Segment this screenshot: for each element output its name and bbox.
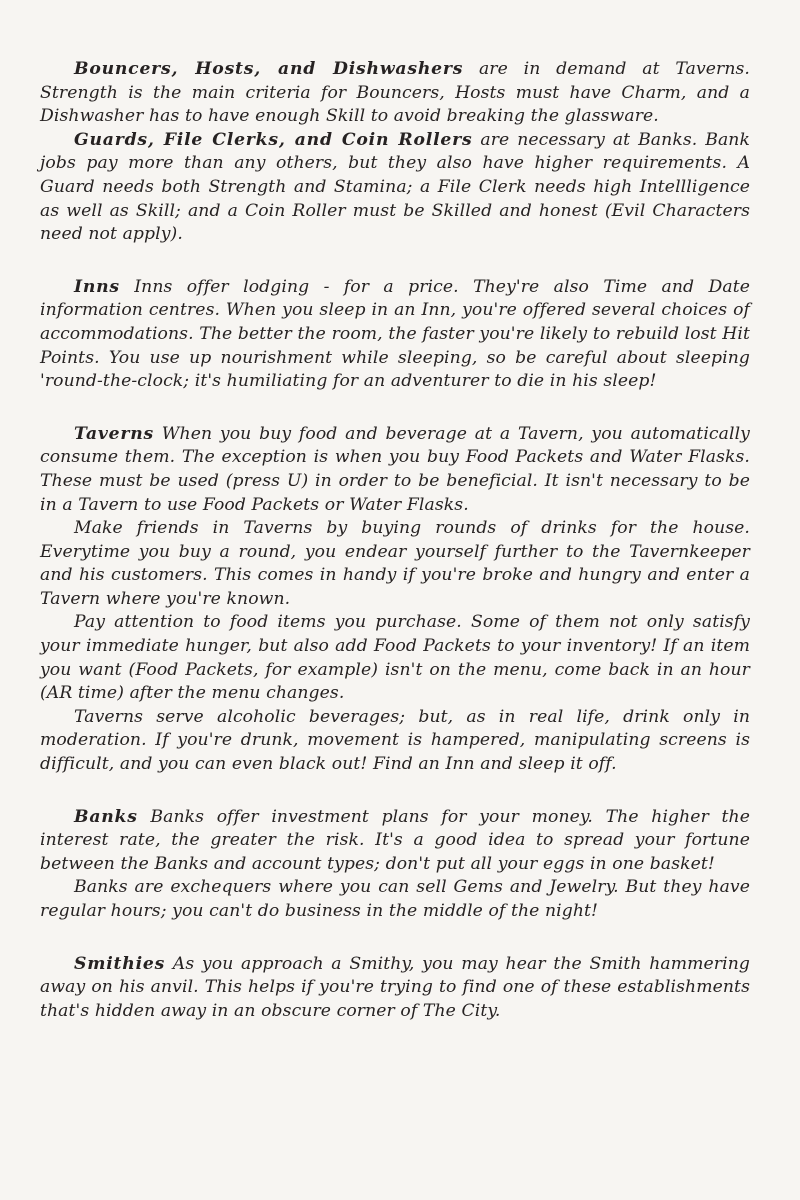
banks-section <box>40 806 750 924</box>
inns-heading: Inns <box>74 276 120 297</box>
taverns-paragraph-1 <box>40 423 750 517</box>
taverns-heading: Taverns <box>74 423 155 444</box>
manual-page <box>40 58 750 1023</box>
jobs-heading-banks: Guards, File Clerks, and Coin Rollers <box>74 129 473 150</box>
jobs-paragraph-banks <box>40 129 750 247</box>
taverns-paragraph-4: Taverns serve alcoholic beverages; but, as in real life, drink only in moderation. If you're drunk, movement is hampered, manipulating screens is difficult, and you can even black out! Find an Inn and sleep it off. <box>40 706 750 775</box>
banks-paragraph-2: Banks are exchequers where you can sell Gems and Jewelry. But they have regular hours; you can't do business in the middle of the night! <box>40 877 750 921</box>
taverns-paragraph-3: Pay attention to food items you purchase. Some of them not only satisfy your immediate hunger, but also add Food Packets to your inventory! If an item you want (Food Packets, for example) isn't on the menu, come back in an hour (AR time) after the menu changes. <box>40 612 750 704</box>
jobs-text-banks: are necessary at Banks. Bank jobs pay more than any others, but they also have higher requirements. A Guard needs both Strength and Stamina; a File Clerk needs high Intellligence as well as Skill; and a Coin Roller must be Skilled and honest (Evil Characters need not apply). <box>40 129 750 245</box>
smithies-section <box>40 953 750 1024</box>
inns-section <box>40 276 750 394</box>
smithies-paragraph <box>40 953 750 1024</box>
taverns-section <box>40 423 750 777</box>
taverns-text-1: When you buy food and beverage at a Tavern, you automatically consume them. The exception is when you buy Food Packets and Water Flasks. These must be used (press U) in order to be beneficial. It isn't necessary to be in a Tavern to use Food Packets or Water Flasks. <box>40 423 750 515</box>
smithies-text: As you approach a Smithy, you may hear the Smith hammering away on his anvil. This helps if you're trying to find one of these establishments that's hidden away in an obscure corner of The City. <box>40 953 750 1021</box>
banks-heading: Banks <box>74 806 138 827</box>
smithies-heading: Smithies <box>74 953 166 974</box>
inns-paragraph <box>40 276 750 394</box>
jobs-heading-taverns: Bouncers, Hosts, and Dishwashers <box>74 59 464 79</box>
inns-text: Inns offer lodging - for a price. They're also Time and Date information centres. When you sleep in an Inn, you're offered several choices of accommodations. The better the room, the faster you're likely to rebuild lost Hit Points. You use up nourishment while sleeping, so be careful about sleeping 'round-the-clock; it's humiliating for an adventurer to die in his sleep! <box>40 276 750 392</box>
jobs-section <box>40 58 750 247</box>
jobs-paragraph-taverns <box>40 58 750 129</box>
banks-text-1: Banks offer investment plans for your money. The higher the interest rate, the greater the risk. It's a good idea to spread your fortune between the Banks and account types; don't put all your eggs in one basket! <box>40 806 750 874</box>
banks-paragraph-1 <box>40 806 750 877</box>
jobs-text-taverns: are in demand at Taverns. Strength is the main criteria for Bouncers, Hosts must have Charm, and a Dishwasher has to have enough Skill to avoid breaking the glassware. <box>40 59 750 127</box>
taverns-paragraph-2: Make friends in Taverns by buying rounds of drinks for the house. Everytime you buy a round, you endear yourself further to the Tavernkeeper and his customers. This comes in handy if you're broke and hungry and enter a Tavern where you're known. <box>40 518 750 609</box>
